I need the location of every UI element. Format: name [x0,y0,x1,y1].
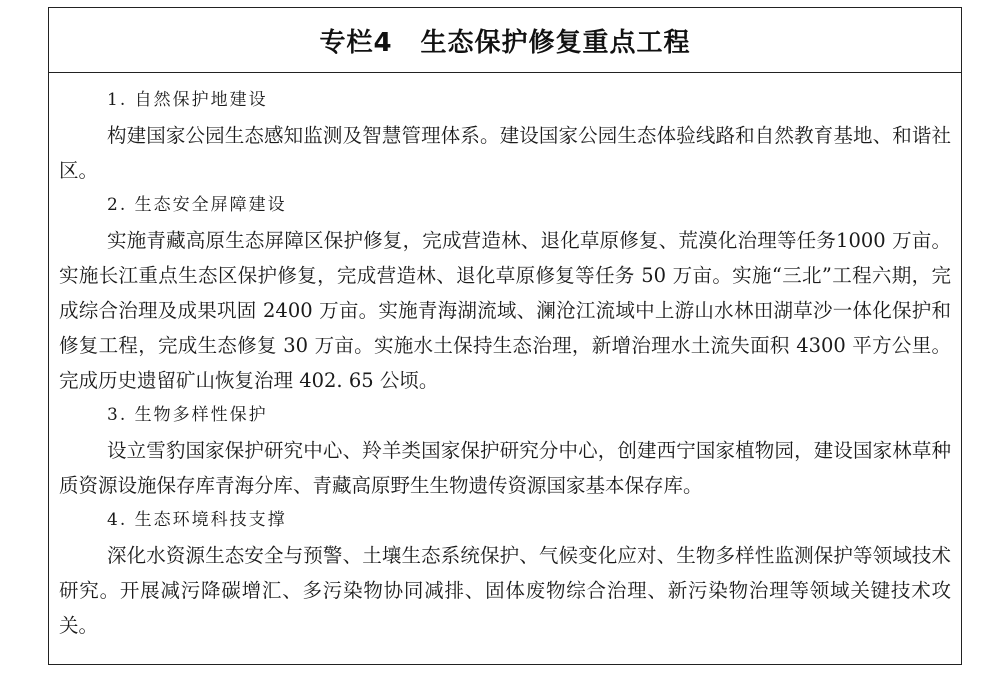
section-body: 构建国家公园生态感知监测及智慧管理体系。建设国家公园生态体验线路和自然教育基地、和谐社区。 [59,124,951,182]
section-heading: 4. 生态环境科技支撑 [107,510,287,530]
box-title [319,22,690,59]
feature-box [48,7,962,665]
section-heading: 1. 自然保护地建设 [107,90,268,110]
section-body: 设立雪豹国家保护研究中心、羚羊类国家保护研究分中心，创建西宁国家植物园，建设国家林草种质资源设施保存库青海分库、青藏高原野生生物遗传资源国家基本保存库。 [59,439,951,497]
section-body: 深化水资源生态安全与预警、土壤生态系统保护、气候变化应对、生物多样性监测保护等领域技术研究。开展减污降碳增汇、多污染物协同减排、固体废物综合治理、新污染物治理等领域关键技术攻关。 [59,544,951,637]
box-title-text: 生态保护修复重点工程 [420,27,691,58]
box-content [49,73,961,643]
title-bar [49,8,961,73]
section-body: 实施青藏高原生态屏障区保护修复，完成营造林、退化草原修复、荒漠化治理等任务1000 万亩。实施长江重点生态区保护修复，完成营造林、退化草原修复等任务 50 万亩。实施“三北”工程六期，完成综合治理及成果巩固 2400 万亩。实施青海湖流域、澜沧江流域中上游山水林田湖草沙一体化保护和修复工程，完成生态修复 30 万亩。实施水土保持生态治理，新增治理水土流失面积 4300 平方公里。完成历史遗留矿山恢复治理 402. 65 公顷。 [59,229,951,392]
section-heading: 3. 生物多样性保护 [107,405,268,425]
box-number: 专栏4 [319,27,393,58]
section-heading: 2. 生态安全屏障建设 [107,195,287,215]
